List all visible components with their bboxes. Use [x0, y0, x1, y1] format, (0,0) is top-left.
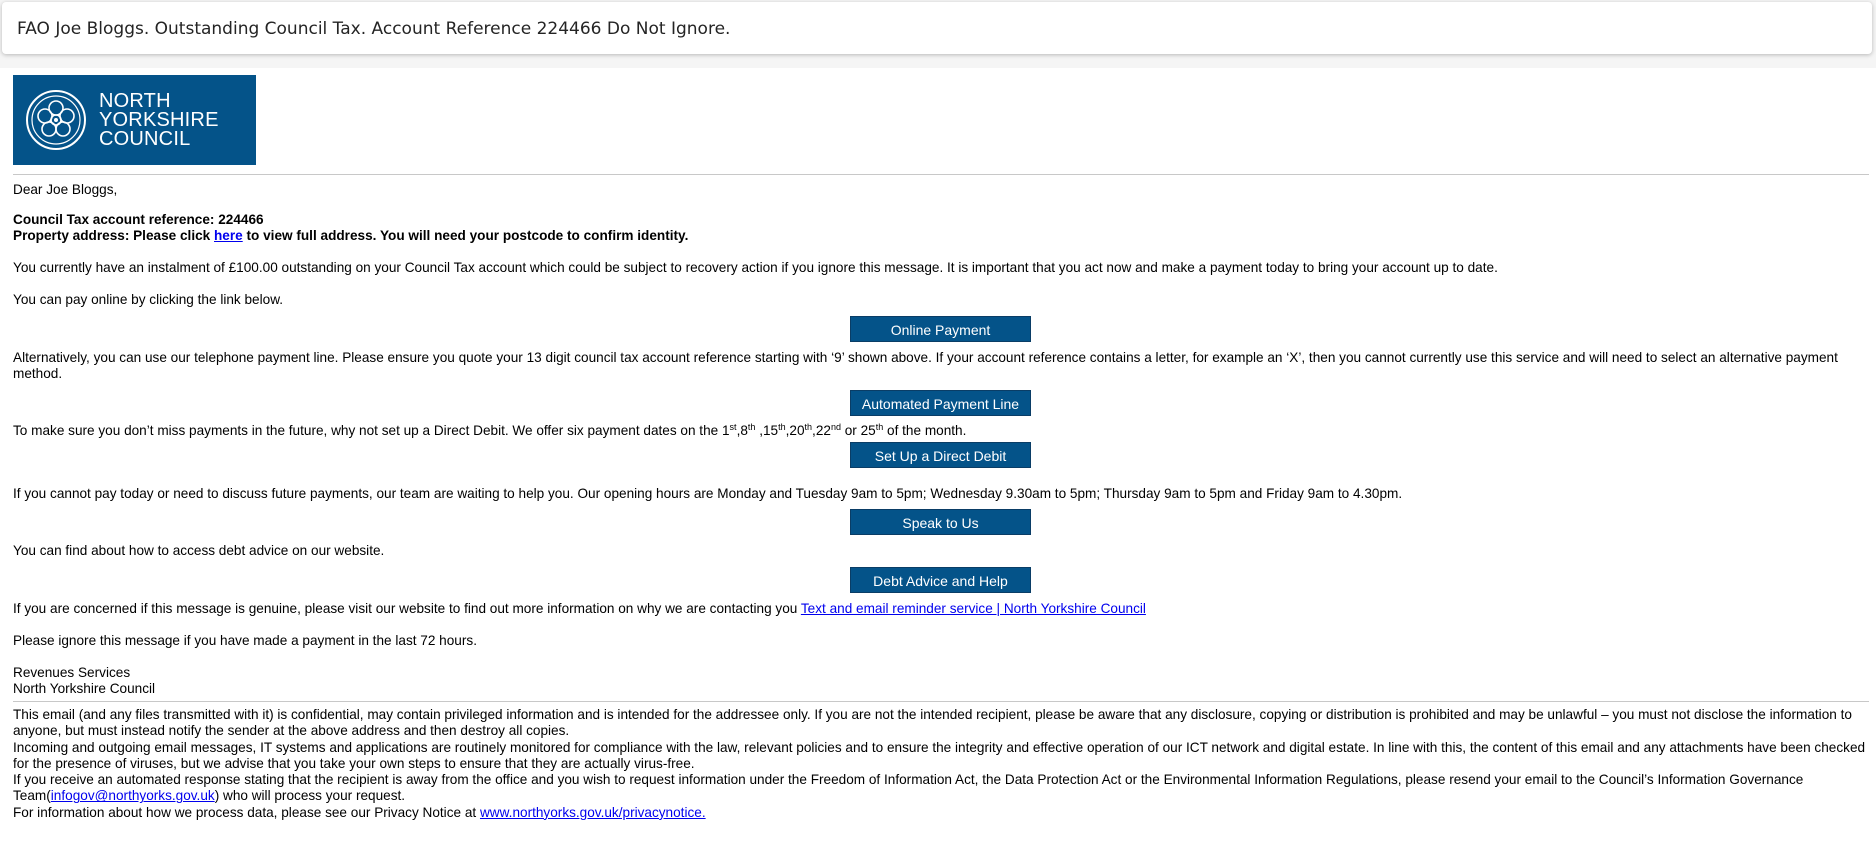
- debt-advice-row: [12, 567, 1869, 593]
- dd-sup-3: th: [778, 422, 786, 432]
- disclaimer-monitoring: Incoming and outgoing email messages, IT systems and applications are routinely monitored for compliance with the law, relevant policies and to ensure the integrity and effective operation of our ICT network and digital estate. In line with this, the content of this email and any attachments have been checked for the presence of viruses, but we advise that you take your own steps to ensure that they are actually virus-free.: [13, 739, 1866, 771]
- logo-line-north: NORTH: [99, 89, 171, 112]
- dd-prefix: To make sure you don’t miss payments in the future, why not set up a Direct Debit. We offer six payment dates on the 1: [13, 423, 730, 438]
- property-suffix: to view full address. You will need your postcode to confirm identity.: [242, 228, 689, 243]
- header-divider: [13, 174, 1869, 175]
- direct-debit-text: [13, 423, 1869, 439]
- automated-payment-line-button[interactable]: Automated Payment Line: [850, 390, 1031, 416]
- logo-line-yorkshire: YORKSHIRE: [99, 108, 219, 131]
- reminder-service-link[interactable]: Text and email reminder service | North Yorkshire Council: [800, 601, 1146, 616]
- dd-n2: ,8: [736, 423, 748, 438]
- property-here-link[interactable]: here: [214, 228, 243, 243]
- dd-n3: ,15: [755, 423, 779, 438]
- ignore-text: Please ignore this message if you have made a payment in the last 72 hours.: [13, 633, 477, 648]
- dd-suffix: of the month.: [883, 423, 967, 438]
- dd-n5: ,22: [812, 423, 831, 438]
- dd-sup-2: th: [747, 422, 756, 432]
- privacy-prefix: For information about how we process data, please see our Privacy Notice at: [13, 804, 480, 820]
- speak-to-us-button[interactable]: Speak to Us: [850, 509, 1031, 535]
- genuine-text: [13, 601, 1869, 617]
- dd-sup-6: th: [875, 422, 884, 432]
- signature-dept: Revenues Services: [13, 665, 131, 680]
- email-disclaimer: [13, 707, 1869, 821]
- genuine-prefix: If you are concerned if this message is genuine, please visit our website to find out more information on why we are contacting you: [13, 601, 801, 616]
- disclaimer-privacy: [13, 805, 1869, 821]
- dd-sup-5: nd: [830, 422, 841, 432]
- online-payment-row: [12, 316, 1869, 342]
- opening-hours-text: If you cannot pay today or need to discuss future payments, our team are waiting to help you. Our opening hours are Monday and Tuesday 9am to 5pm; Wednesday 9.30am to 5pm; Thursday 9am to 5pm and Friday 9am to 4.30pm.: [13, 486, 1403, 501]
- rose-emblem-icon: [25, 89, 87, 151]
- logo-line-council: COUNCIL: [99, 127, 191, 150]
- dd-n6: or 25: [840, 423, 876, 438]
- email-content: [13, 75, 1869, 821]
- council-logo: [13, 75, 256, 165]
- online-payment-button[interactable]: Online Payment: [850, 316, 1031, 342]
- foi-prefix: If you receive an automated response stating that the recipient is away from the office and you wish to request information under the Freedom of Information Act, the Data Protection Act or the Environmental Information Regulations, please resend your email to the Council’s Information Governance Team(: [13, 772, 1804, 804]
- disclaimer-foi: [13, 772, 1869, 805]
- set-up-direct-debit-button[interactable]: Set Up a Direct Debit: [850, 442, 1031, 468]
- council-logo-text: [99, 89, 219, 150]
- property-prefix: Property address: Please click: [13, 228, 214, 243]
- infogov-email-link[interactable]: infogov@northyorks.gov.uk: [50, 788, 215, 804]
- account-reference: Council Tax account reference: 224466: [13, 212, 264, 227]
- foi-suffix: ) who will process your request.: [214, 788, 406, 804]
- disclaimer-confidential: This email (and any files transmitted with it) is confidential, may contain privileged information and is intended for the addressee only. If you are not the intended recipient, please be aware that any disclosure, copying or distribution is prohibited and may be unlawful – you must not disclose the information to anyone, but must instead notify the sender at the above address and then destroy all copies.: [13, 707, 1852, 739]
- signature-org: North Yorkshire Council: [13, 681, 156, 696]
- automated-payment-row: [12, 390, 1869, 416]
- debt-advice-button[interactable]: Debt Advice and Help: [850, 567, 1031, 593]
- email-subject: FAO Joe Bloggs. Outstanding Council Tax. Account Reference 224466 Do Not Ignore.: [17, 19, 731, 39]
- speak-row: [12, 509, 1869, 535]
- direct-debit-row: [12, 442, 1869, 468]
- email-subject-header: [2, 2, 1872, 54]
- email-body-pane: [0, 68, 1876, 859]
- dd-sup-4: th: [804, 422, 813, 432]
- pay-online-text: You can pay online by clicking the link below.: [13, 292, 284, 307]
- debt-advice-text: You can find about how to access debt advice on our website.: [13, 543, 385, 558]
- property-address-line: [13, 228, 1869, 244]
- dd-n4: ,20: [785, 423, 805, 438]
- footer-divider: [13, 701, 1869, 702]
- instalment-text: You currently have an instalment of £100.00 outstanding on your Council Tax account which could be subject to recovery action if you ignore this message. It is important that you act now and make a payment today to bring your account up to date.: [13, 260, 1498, 275]
- dd-sup-1: st: [729, 422, 737, 432]
- telephone-text: Alternatively, you can use our telephone payment line. Please ensure you quote your 13 digit council tax account reference starting with ‘9’ shown above. If your account reference contains a letter, for example an ‘X’, then you cannot currently use this service and will need to select an alternative payment method.: [13, 350, 1838, 381]
- privacy-notice-link[interactable]: www.northyorks.gov.uk/privacynotice.: [479, 804, 706, 820]
- greeting: Dear Joe Bloggs,: [13, 182, 118, 197]
